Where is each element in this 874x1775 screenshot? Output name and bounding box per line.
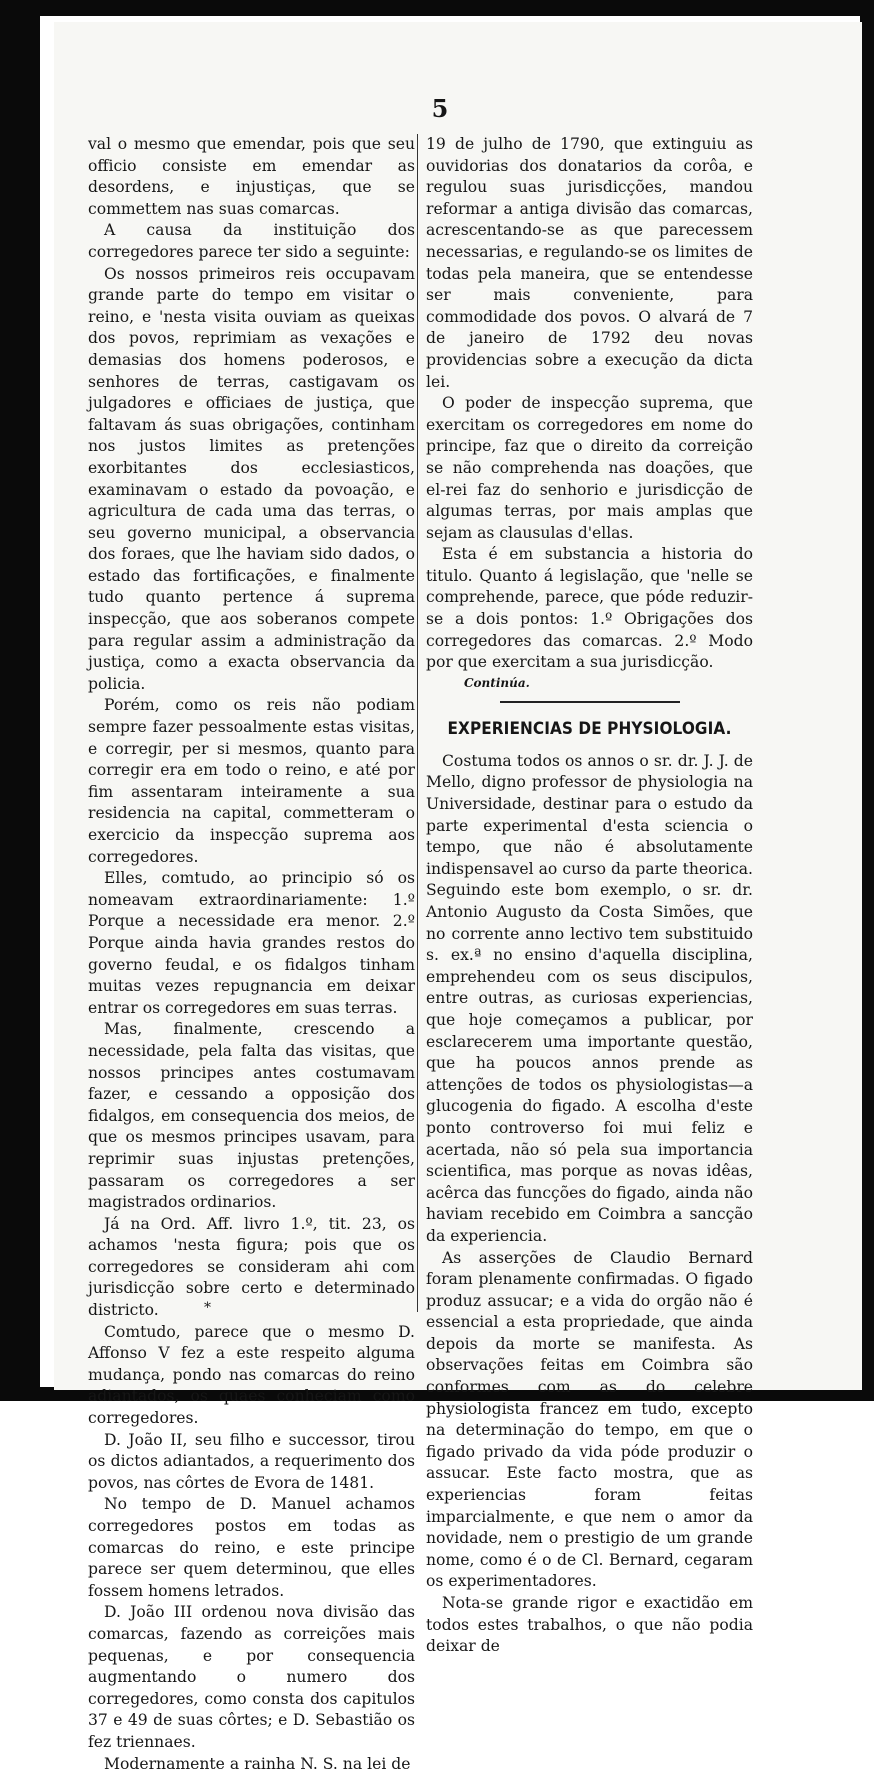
paragraph: As asserções de Claudio Bernard foram plenamente confirmadas. O figado produz assucar; e a vida do orgão não é essencial a esta propriedade, que ainda depois da morte se manifesta. As observações feitas em Coimbra são conformes com as do celebre physiologista francez em tudo, excepto na determinação do tempo, em que o figado privado da vida póde produzir o assucar. Este facto mostra, que as experiencias foram feitas imparcialmente, e que nem o amor da novidade, nem o prestigio de um grande nome, como é o de Cl. Bernard, cegaram os experimentadores. bbox=[426, 1248, 753, 1591]
paragraph: D. João III ordenou nova divisão das comarcas, fazendo as correições mais pequenas, e por consequencia augmentando o numero dos corregedores, como consta dos capitulos 37 e 49 de suas côrtes; e D. Sebastião os fez triennaes. bbox=[88, 1603, 415, 1751]
paragraph: No tempo de D. Manuel achamos corregedores postos em todas as comarcas do reino, e este principe parece ser quem determinou, que elles fossem homens letrados. bbox=[88, 1495, 415, 1600]
paragraph: Esta é em substancia a historia do titulo. Quanto á legislação, que 'nelle se comprehende, parece, que póde reduzir-se a dois pontos: 1.º Obrigações dos corregedores das comarcas. 2.º Modo por que exercitam a sua jurisdicção. bbox=[426, 545, 753, 672]
column-divider bbox=[417, 134, 418, 1312]
paragraph: Mas, finalmente, crescendo a necessidade, pela falta das visitas, que nossos principes antes costumavam fazer, e cessando a opposição dos fidalgos, em consequencia dos meios, de que os mesmos principes usavam, para reprimir suas injustas pretenções, passaram os corregedores a ser magistrados ordinarios. bbox=[88, 1020, 415, 1212]
footer-mark: * bbox=[204, 1300, 211, 1316]
scan-border-left bbox=[0, 0, 40, 1401]
paragraph: D. João II, seu filho e successor, tirou os dictos adiantados, a requerimento dos povos, nas côrtes de Evora de 1481. bbox=[88, 1430, 415, 1492]
paragraph: A causa da instituição dos corregedores parece ter sido a seguinte: bbox=[88, 221, 415, 261]
page-number: 5 bbox=[431, 94, 449, 123]
section-title: EXPERIENCIAS DE PHYSIOLOGIA. bbox=[447, 718, 732, 739]
paragraph: val o mesmo que emendar, pois que seu officio consiste em emendar as desordens, e injustiças, que se commettem nas suas comarcas. bbox=[88, 135, 415, 218]
section-rule bbox=[500, 701, 680, 703]
right-column bbox=[426, 134, 753, 1656]
paragraph: 19 de julho de 1790, que extinguiu as ouvidorias dos donatarios da corôa, e regulou suas jurisdicções, mandou reformar a antiga divisão das comarcas, acrescentando-se as que parecessem necessarias, e regulando-se os limites de todas pela maneira, que se entendesse ser mais conveniente, para commodidade dos povos. O alvará de 7 de janeiro de 1792 deu novas providencias sobre a execução da dicta lei. bbox=[426, 135, 753, 391]
scan-border-top bbox=[0, 0, 874, 16]
paragraph: Comtudo, parece que o mesmo D. Affonso V fez a este respeito alguma mudança, pondo nas comarcas do reino adiantados, os quaes conheciam como corregedores. bbox=[88, 1322, 415, 1428]
newspaper-page bbox=[54, 22, 862, 1773]
paragraph: Porém, como os reis não podiam sempre fazer pessoalmente estas visitas, e corregir, per si mesmos, quanto para corregir era em todo o reino, e até por fim assentaram inteiramente a sua residencia na capital, commetteram o exercicio da inspecção suprema aos corregedores. bbox=[88, 696, 415, 866]
paragraph: Já na Ord. Aff. livro 1.º, tit. 23, os achamos 'nesta figura; pois que os corregedores se consideram ahi com jurisdicção sobre certo e determinado districto. bbox=[88, 1214, 415, 1320]
paragraph: Nota-se grande rigor e exactidão em todos estes trabalhos, o que não podia deixar de bbox=[426, 1594, 753, 1656]
paragraph: Os nossos primeiros reis occupavam grande parte do tempo em visitar o reino, e 'nesta visita ouviam as queixas dos povos, reprimiam as vexações e demasias dos homens poderosos, e senhores de terras, castigavam os julgadores e officiaes de justiça, que faltavam ás suas obrigações, continham nos justos limites as pretenções exorbitantes dos ecclesiasticos, examinavam o estado da povoação, e agricultura de cada uma das terras, o seu governo municipal, a observancia dos foraes, que lhe haviam sido dados, o estado das fortificações, e finalmente tudo quanto pertence á suprema inspecção, que aos soberanos compete para regular assim a administração da justiça, como a exacta observancia da policia. bbox=[88, 264, 415, 693]
paragraph: O poder de inspecção suprema, que exercitam os corregedores em nome do principe, faz que o direito da correição se não comprehenda nas doações, que el-rei faz do senhorio e jurisdicção de algumas terras, por mais amplas que sejam as clausulas d'ellas. bbox=[426, 394, 753, 542]
paragraph: Modernamente a rainha N. S. na lei de bbox=[104, 1754, 411, 1773]
paragraph: Costuma todos os annos o sr. dr. J. J. de Mello, digno professor de physiologia na Universidade, destinar para o estudo da parte experimental d'esta sciencia o tempo, que não é absolutamente indispensavel ao curso da parte theorica. Seguindo este bom exemplo, o sr. dr. Antonio Augusto da Costa Simões, que no corrente anno lectivo tem substituido s. ex.ª no ensino d'aquella disciplina, emprehendeu com os seus discipulos, entre outras, as curiosas experiencias, que hoje começamos a publicar, por esclarecerem uma importante questão, que ha poucos annos prende as attenções de todos os physiologistas—a glucogenia do figado. A escolha d'este ponto controverso foi mui feliz e acertada, não só pela sua importancia scientifica, mas porque as novas idêas, acêrca das funcções do figado, ainda não haviam recebido em Coimbra a sancção da experiencia. bbox=[426, 751, 753, 1245]
left-column bbox=[88, 134, 415, 1773]
continua-note: Continúa. bbox=[464, 675, 530, 690]
scan-border-right bbox=[860, 0, 874, 1401]
paragraph: Elles, comtudo, ao principio só os nomeavam extraordinariamente: 1.º Porque a necessidade era menor. 2.º Porque ainda havia grandes restos do governo feudal, e os fidalgos tinham muitas vezes repugnancia em deixar entrar os corregedores em suas terras. bbox=[88, 869, 415, 1017]
